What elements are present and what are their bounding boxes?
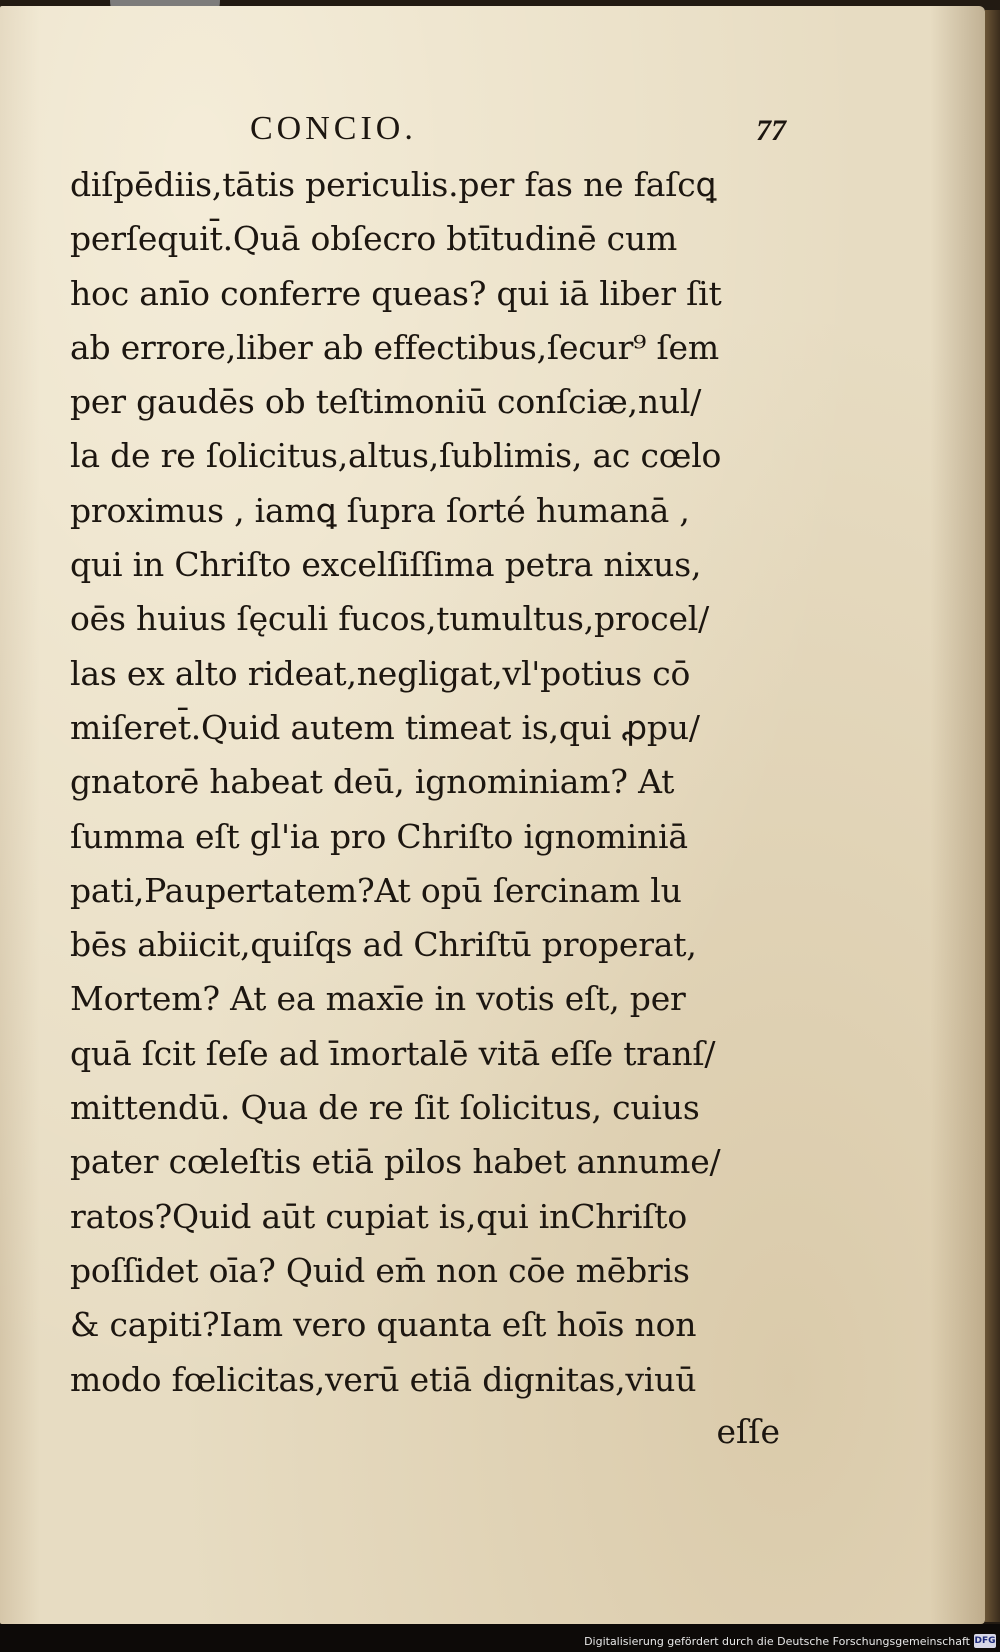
text-line: Mortem? At ea maxīe in votis eſt, per [70, 979, 686, 1019]
page-edge [985, 10, 1000, 1622]
catchword: eſſe [716, 1411, 780, 1451]
text-line: ratos?Quid aūt cupiat is,qui inChriſto [70, 1196, 687, 1236]
page-number: 77 [756, 114, 786, 147]
text-line: pater cœleſtis etiā pilos habet annume/ [70, 1142, 721, 1182]
text-line: & capiti?Iam vero quanta eſt hoīs non [70, 1305, 697, 1345]
footer-bar [0, 1624, 1000, 1652]
text-line: quā ſcit ſeſe ad īmortalē vitā eſſe tranſ/ [70, 1033, 716, 1073]
text-line: diſpēdiis,tātis periculis.per fas ne faſcꝗ [70, 165, 717, 204]
text-block [70, 106, 786, 1457]
text-line: pati,Paupertatem?At opū ſercinam lu [70, 870, 682, 910]
text-line: mittendū. Qua de re ſit ſolicitus, cuius [70, 1088, 700, 1128]
text-line: miſeret̄.Quid autem timeat is,qui ꝓpu/ [70, 707, 700, 747]
text-line: proximus , iamꝗ ſupra ſorté humanā , [70, 490, 690, 530]
page-header [70, 106, 786, 158]
text-line: qui in Chriſto excelſiſſima petra nixus, [70, 545, 702, 585]
text-line: bēs abiicit,quiſqs ad Chriſtū properat, [70, 925, 697, 965]
text-line: poſſidet oīa? Quid em̄ non cōe mēbris [70, 1250, 690, 1290]
text-line: las ex alto rideat,negligat,vl'potius cō [70, 653, 691, 693]
text-line: ſumma eſt gl'ia pro Chriſto ignominiā [70, 816, 688, 856]
text-line: gnatorē habeat deū, ignominiam? At [70, 762, 675, 802]
text-lines [70, 158, 780, 1407]
text-line: modo fœlicitas,verū etiā dignitas,viuū [70, 1359, 697, 1399]
dfg-logo-icon: DFG [974, 1636, 996, 1646]
book-page [0, 6, 985, 1624]
text-line: perſequit̄.Quā obſecro btītudinē cum [70, 219, 678, 259]
running-head: CONCIO. [250, 110, 417, 147]
text-line: ab errore,liber ab effectibus,ſecur⁹ ſem [70, 327, 719, 367]
text-line: hoc anīo conferre queas? qui iā liber ſit [70, 273, 722, 313]
text-line: per gaudēs ob teſtimoniū conſciæ,nul/ [70, 382, 702, 422]
digitization-credit: Digitalisierung gefördert durch die Deutsche Forschungsgemeinschaft [584, 1635, 970, 1648]
text-line: la de re ſolicitus,altus,ſublimis, ac cœlo [70, 436, 722, 476]
text-line: oēs huius ſęculi fucos,tumultus,procel/ [70, 599, 710, 639]
